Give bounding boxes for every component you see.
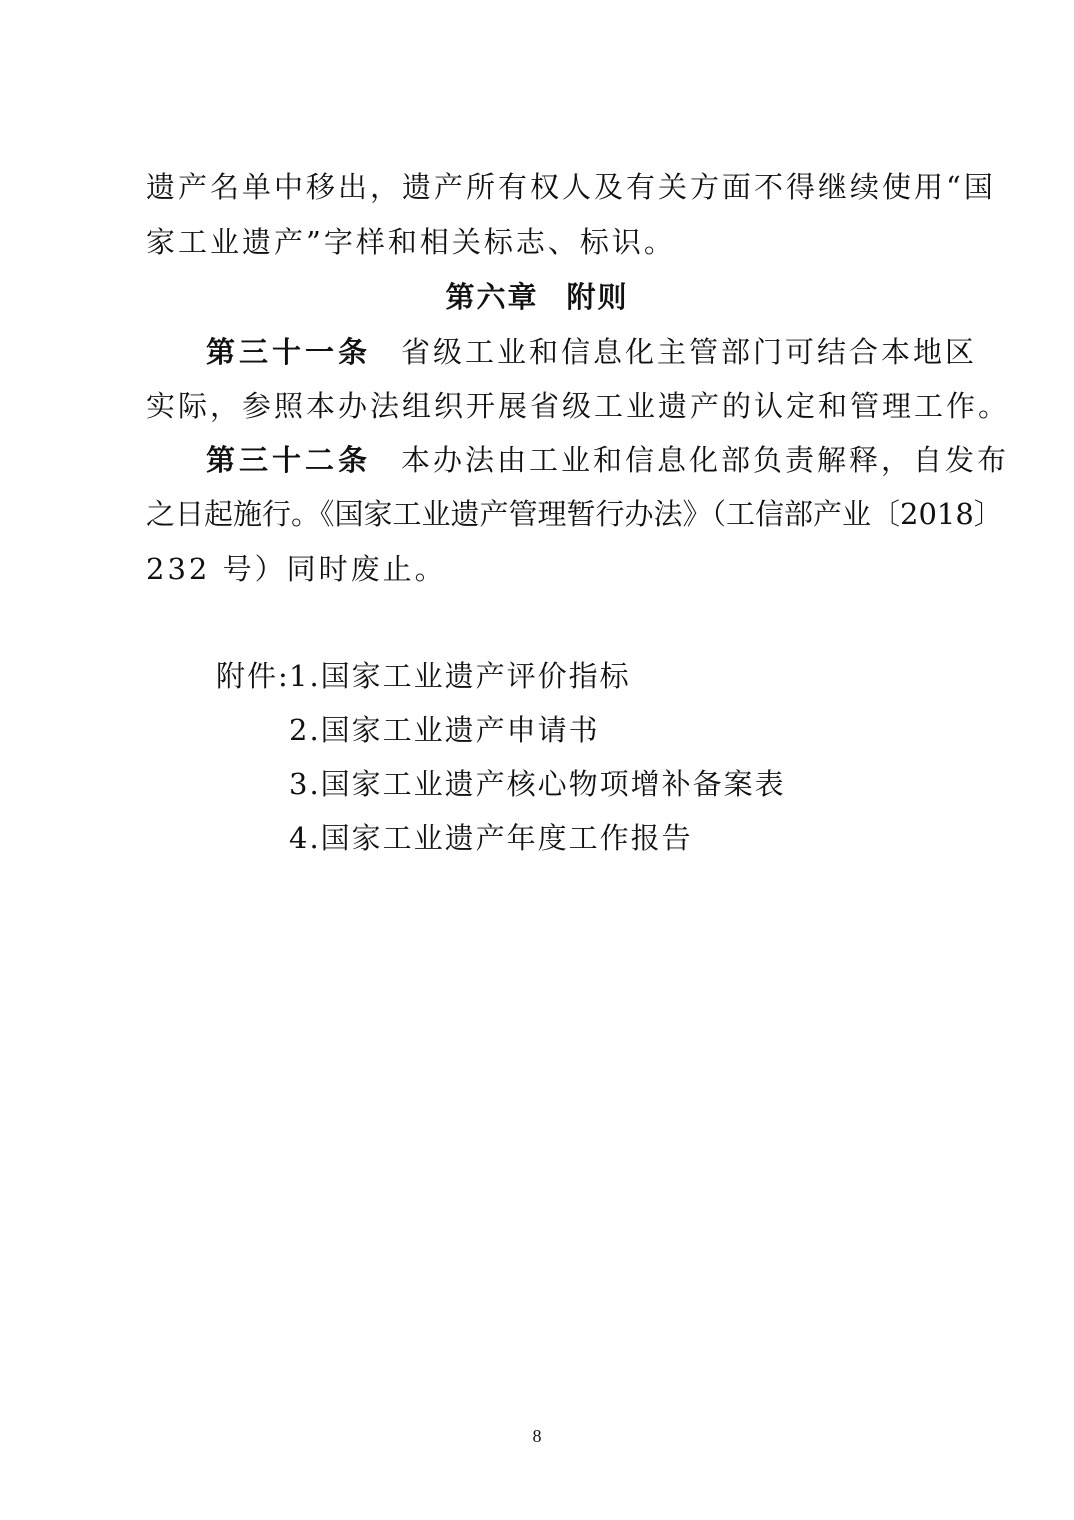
article-31-first-line — [206, 332, 977, 372]
attachment-item: 2.国家工业遗产申请书 — [289, 713, 600, 747]
article-heading: 第三十二条 — [206, 443, 372, 477]
page-number: 8 — [532, 1426, 542, 1446]
attachment-item: 4.国家工业遗产年度工作报告 — [289, 821, 693, 855]
chapter-heading — [0, 277, 1074, 317]
article-32-first-line — [206, 440, 1009, 480]
attachment-item: 3.国家工业遗产核心物项增补备案表 — [289, 767, 786, 801]
chapter-label: 第六章 — [445, 280, 539, 314]
chapter-title: 附则 — [566, 280, 629, 314]
attachments-label: 附件: — [216, 659, 290, 693]
body-text-line: 实际，参照本办法组织开展省级工业遗产的认定和管理工作。 — [146, 389, 1011, 423]
body-text-line: 遗产名单中移出，遗产所有权人及有关方面不得继续使用“国 — [146, 170, 996, 204]
body-text-line: 232 号）同时废止。 — [146, 552, 447, 586]
attachment-item: 1.国家工业遗产评价指标 — [289, 659, 631, 693]
article-text: 本办法由工业和信息化部负责解释，自发布 — [401, 443, 1010, 477]
article-text: 省级工业和信息化主管部门可结合本地区 — [401, 335, 978, 369]
body-text-line: 之日起施行。《国家工业遗产管理暂行办法》（工信部产业〔2018〕 — [146, 497, 1003, 531]
article-heading: 第三十一条 — [206, 335, 372, 369]
body-text-line: 家工业遗产”字样和相关标志、标识。 — [146, 225, 676, 259]
